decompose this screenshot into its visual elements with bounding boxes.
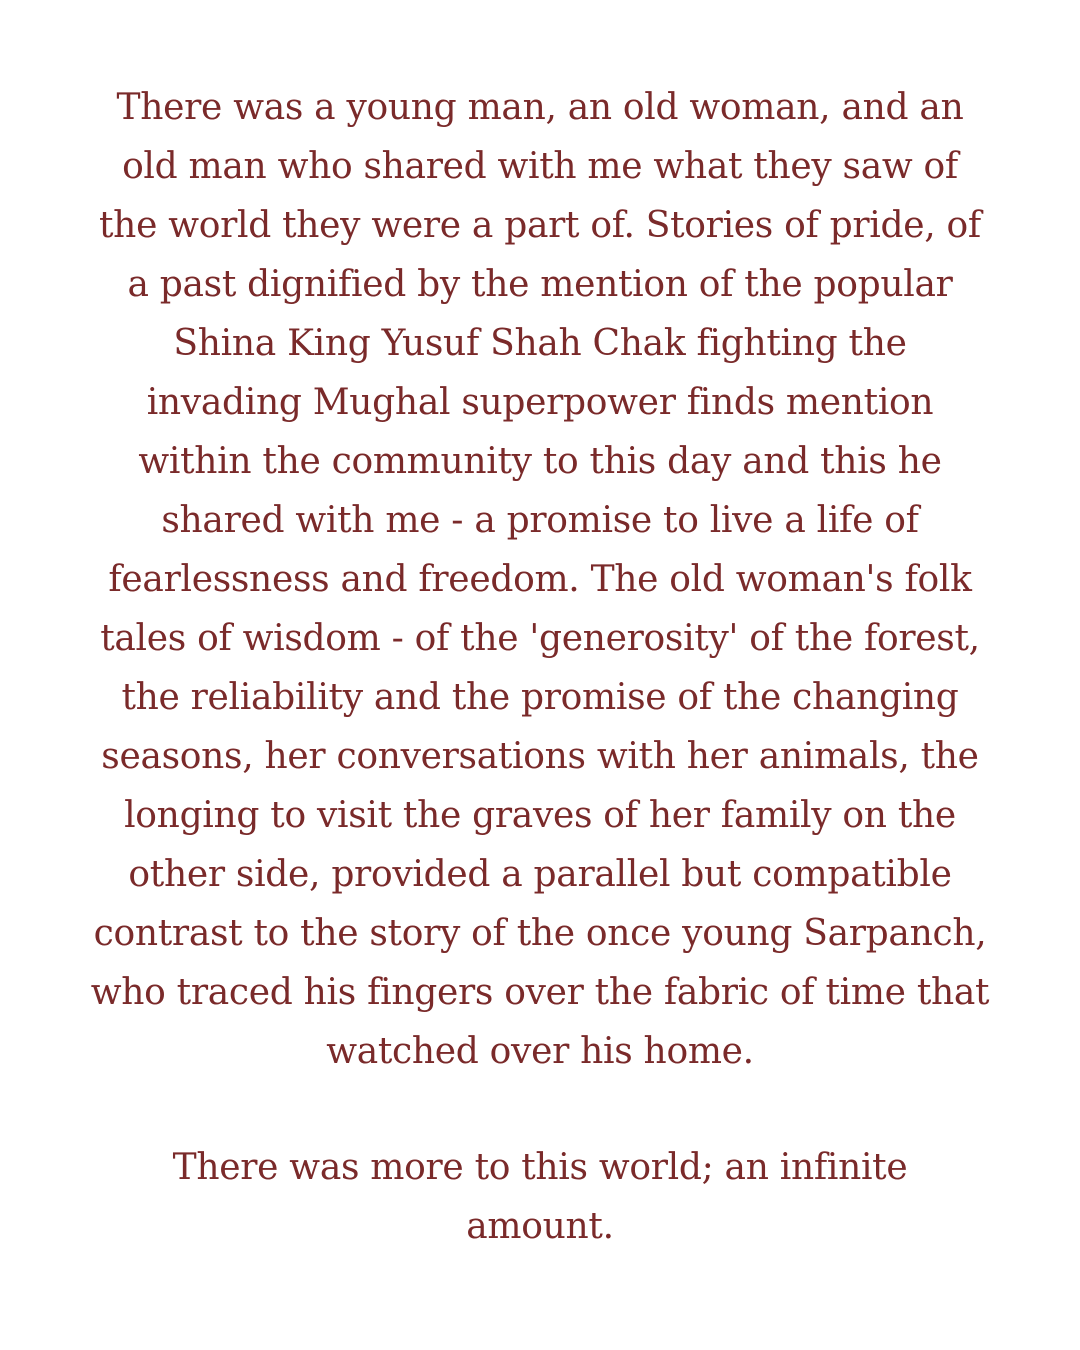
paragraph-line: There was more to this world; an infinite — [172, 1147, 908, 1188]
paragraph-line: seasons, her conversations with her animals, the — [101, 736, 979, 777]
paragraph-line: other side, provided a parallel but compatible — [128, 854, 952, 895]
paragraph-line: contrast to the story of the once young Sarpanch, — [93, 913, 987, 954]
paragraph-line: who traced his fingers over the fabric of time that — [90, 972, 990, 1013]
paragraph-line: There was a young man, an old woman, and an — [116, 87, 964, 128]
paragraph-line: invading Mughal superpower finds mention — [146, 382, 934, 423]
paragraph-line: fearlessness and freedom. The old woman's folk — [108, 559, 972, 600]
paragraph-line: tales of wisdom - of the 'generosity' of the forest, — [100, 618, 980, 659]
paragraph-line: old man who shared with me what they saw of — [122, 146, 958, 187]
paragraph-line: within the community to this day and this he — [138, 441, 942, 482]
paragraph-line: Shina King Yusuf Shah Chak fighting the — [173, 323, 907, 364]
paragraph-line: the world they were a part of. Stories of pride, of — [99, 205, 981, 246]
paragraph-line: longing to visit the graves of her family on the — [124, 795, 956, 836]
paragraph-line: shared with me - a promise to live a life of — [161, 500, 919, 541]
paragraph-line: amount. — [466, 1206, 614, 1247]
paragraph-line: a past dignified by the mention of the popular — [127, 264, 953, 305]
paragraph-2 — [75, 1138, 1005, 1256]
paragraph-line: the reliability and the promise of the changing — [121, 677, 959, 718]
paragraph-1 — [75, 78, 1005, 1081]
paragraph-line: watched over his home. — [326, 1031, 754, 1072]
